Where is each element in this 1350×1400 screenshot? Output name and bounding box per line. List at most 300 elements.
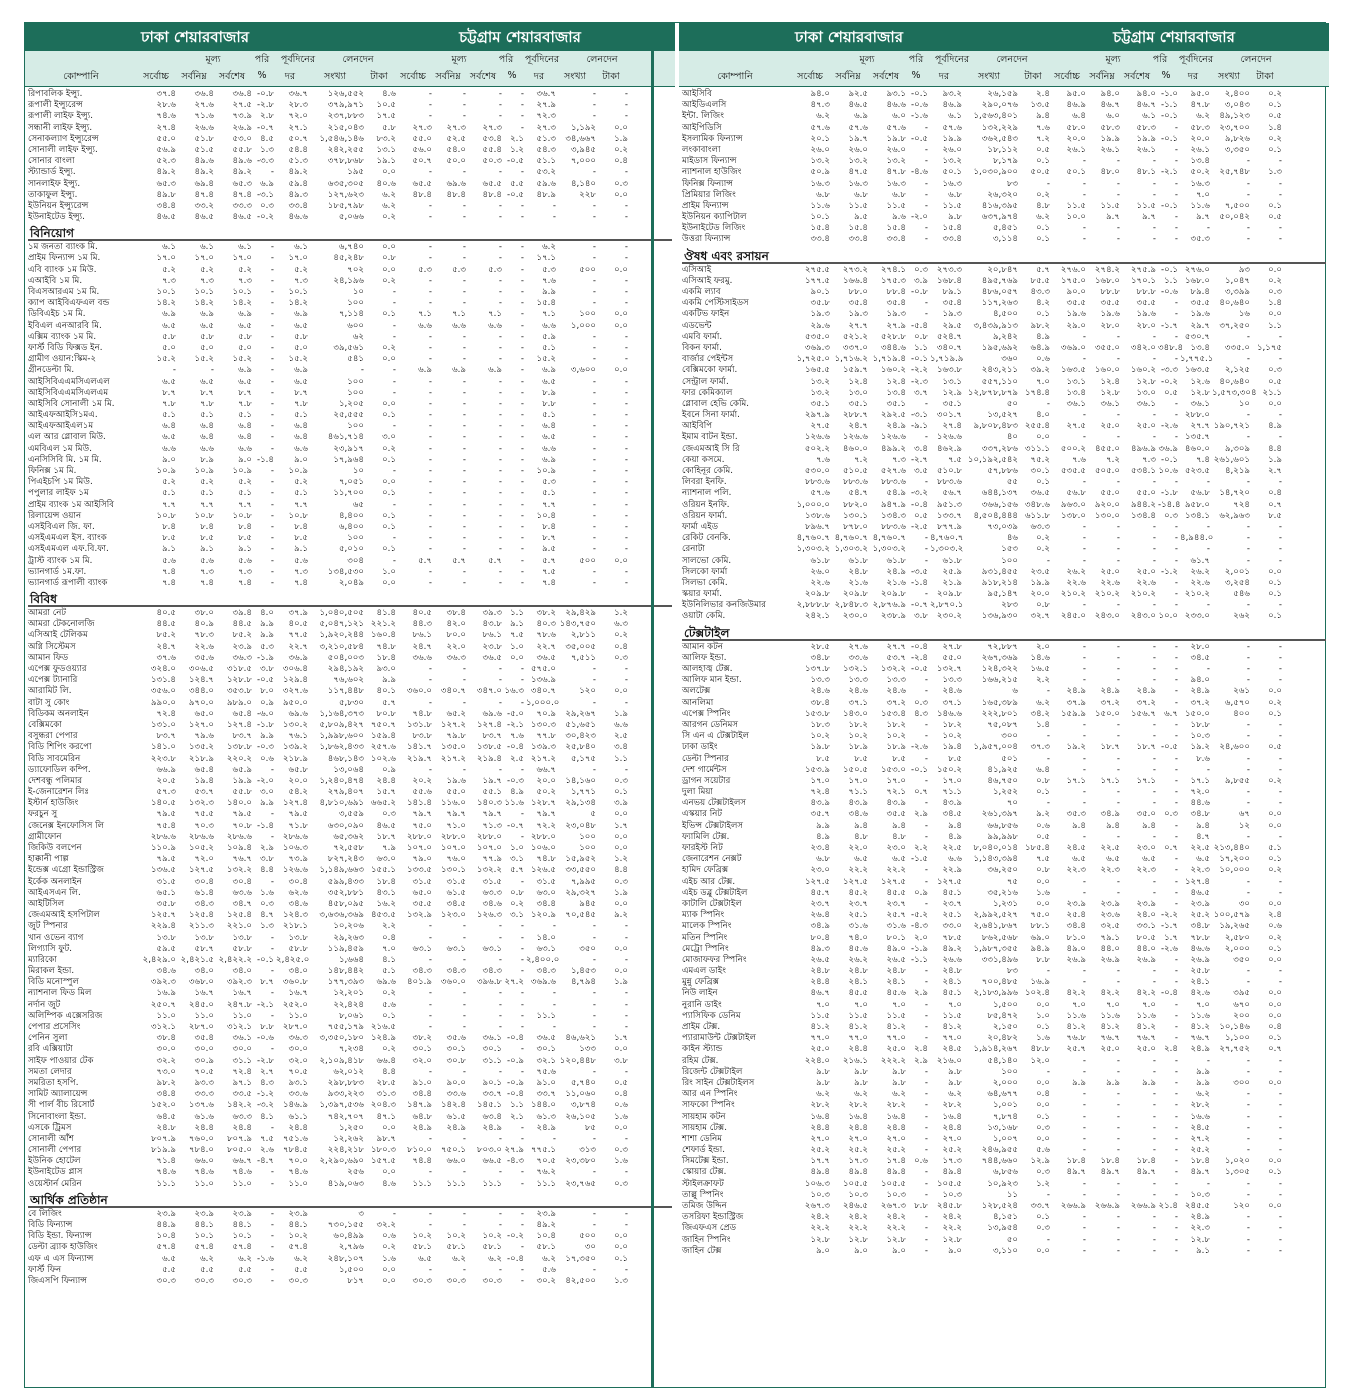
table-cell: ১০.৬ [1158, 466, 1178, 476]
table-cell: - [462, 387, 466, 398]
table-cell: - [1174, 223, 1178, 234]
table-cell: ৪৯৬.৯ [1130, 443, 1156, 454]
table-cell: - [1082, 753, 1086, 764]
table-cell: ৭.০ [1196, 999, 1210, 1010]
col-trade: লেনদেন [342, 54, 374, 65]
table-cell: ১৪.২ [156, 298, 176, 309]
table-cell: ১১৭,৪৪৮ [327, 686, 364, 697]
table-cell: - [428, 111, 432, 122]
table-cell: ১.০ [510, 641, 524, 652]
table-cell: ৩০.৮ [446, 1055, 466, 1066]
table-cell: ৭৯.৮ [446, 731, 466, 742]
table-cell: ২৬,১৫৯ [987, 89, 1018, 99]
table-row [682, 578, 1326, 589]
table-cell: ৩৬.১ [1066, 398, 1086, 409]
table-cell: ৮.৮ [260, 1022, 274, 1032]
table-cell: - [924, 966, 928, 977]
table-cell: ২৯৭.৯ [804, 410, 830, 421]
table-cell: - [592, 100, 596, 111]
table-row [28, 399, 672, 410]
table-cell: ৯৩ [1238, 264, 1250, 275]
company-name: একমি ল্যাব [682, 287, 721, 297]
table-row [682, 854, 1326, 865]
table-row [682, 611, 1326, 622]
table-cell: ২,৪০০ [1224, 89, 1250, 99]
table-cell: ১০,১৯২,৫৪২ [967, 454, 1018, 465]
table-cell: - [1246, 675, 1250, 686]
table-cell: ১৯৫,৬৯২ [981, 342, 1018, 353]
table-cell: ১৬.৩ [810, 178, 830, 189]
company-name: ন্যাশনাল ফিড মিল [28, 988, 92, 999]
table-cell: ৯৩.১ [288, 1077, 308, 1088]
table-cell: ২৭.৪ [942, 421, 962, 432]
table-cell: ৪.৯ [1036, 331, 1050, 342]
table-cell: ৫.৫ [510, 178, 524, 189]
table-row [28, 111, 672, 122]
table-cell: ৩২.০ [288, 1055, 308, 1066]
table-row [28, 1254, 672, 1265]
company-name: লিবরা ইনফি. [682, 477, 727, 488]
table-cell: ৩৮.২ [536, 608, 556, 619]
table-cell: ৯.৫ [542, 544, 556, 555]
table-cell: ৫৬.০ [412, 144, 432, 155]
table-cell: ৬৪.৯ [1030, 342, 1050, 353]
table-cell: ০.১ [1036, 223, 1050, 234]
table-cell: ২,১৮৩,৯৯৬ [973, 988, 1018, 999]
table-cell: -৩.২ [256, 1100, 274, 1111]
table-cell: - [428, 544, 432, 555]
table-cell: ৩.৪ [914, 443, 928, 454]
table-cell: - [270, 809, 274, 820]
table-cell: ৭.৬ [816, 454, 830, 465]
table-cell: ২৬.১ [1066, 144, 1086, 155]
table-cell: ৫৩৫.৫ [1060, 466, 1086, 476]
table-cell: ১২.৮ [1190, 387, 1210, 398]
table-cell: ১৩.১ [942, 376, 962, 387]
table-cell: - [1116, 223, 1120, 234]
table-cell: ১২৪,৩২২ [981, 664, 1018, 674]
table-cell: ৩৩.৬ [288, 1089, 308, 1100]
table-cell: ৮৩.৮ [412, 731, 432, 742]
table-cell: ৫.২ [238, 477, 252, 488]
table-cell: ১৮.৩ [810, 719, 830, 730]
table-cell: ৭২.০ [194, 854, 214, 865]
table-cell: ২৪.৯ [446, 1122, 466, 1133]
table-cell: - [1278, 675, 1282, 686]
table-cell: ৬.৬ [162, 443, 176, 454]
table-cell: ৫৭.৬ [848, 122, 868, 133]
table-cell: -০.১ [1161, 133, 1178, 144]
table-row [682, 500, 1326, 511]
table-cell: - [1082, 555, 1086, 566]
table-cell: ৬.২ [816, 111, 830, 122]
table-cell: - [624, 331, 628, 342]
table-cell: - [520, 499, 524, 510]
table-cell: ২২১.২ [370, 619, 396, 630]
table-cell: ১৪১.৪ [406, 798, 432, 809]
table-cell: - [270, 298, 274, 309]
table-cell: ২৪৮,১০৭ [327, 1253, 364, 1264]
table-cell: ৫.১ [294, 410, 308, 421]
table-cell: - [1116, 1055, 1120, 1066]
company-name: এস্কয়ার নিট [682, 809, 723, 820]
table-cell: - [498, 1167, 502, 1178]
table-cell: - [1174, 787, 1178, 798]
table-cell: - [520, 342, 524, 353]
table-cell: ৬৬.৫ [482, 1156, 502, 1167]
col-trade-ctg: লেনদেন [586, 54, 618, 65]
table-cell: ৩৮.৪ [446, 608, 466, 619]
table-cell: ০.০ [382, 477, 396, 488]
table-cell: ৭৯.৭ [412, 809, 432, 820]
table-row [28, 933, 672, 944]
table-row [682, 145, 1326, 156]
table-cell: ২০৯.৮ [936, 589, 962, 600]
table-cell: - [520, 167, 524, 178]
table-row [28, 754, 672, 765]
table-row [682, 1179, 1326, 1190]
table-cell: - [520, 242, 524, 253]
table-cell: -৪.৩ [911, 921, 928, 932]
table-cell: - [1116, 787, 1120, 798]
table-cell: - [428, 253, 432, 264]
table-row [682, 511, 1326, 522]
table-cell: ৬৬,৮৫৬ [987, 820, 1018, 831]
table-cell: ৯৮.৭ [376, 1133, 396, 1144]
table-cell: ৪,৯৪৪.০ [1180, 533, 1214, 544]
table-cell: - [498, 1022, 502, 1032]
table-cell: - [1082, 410, 1086, 421]
table-cell: ২৫.০ [1136, 421, 1156, 432]
table-cell: ৩৩.৫ [232, 1089, 252, 1100]
table-cell: ৫.৮ [162, 331, 176, 342]
table-cell: ১২.৮ [886, 1234, 906, 1245]
table-cell: ৫৪.০ [446, 144, 466, 155]
table-cell: ৩,১১০ [992, 1245, 1018, 1256]
table-cell: ২৩.৯ [536, 1208, 556, 1219]
table-cell: - [624, 566, 628, 577]
table-cell: ৫০.১ [942, 167, 962, 178]
table-cell: - [1082, 1122, 1086, 1133]
table-cell: ৩১২.১ [226, 1022, 252, 1032]
table-cell: ৬৫.৩ [156, 178, 176, 189]
table-row [28, 1265, 672, 1276]
table-cell: ৩৪.৬ [156, 966, 176, 977]
table-cell: ৫.৬ [542, 1264, 556, 1275]
table-cell: - [1082, 178, 1086, 189]
table-cell: ১৫.৪ [886, 223, 906, 234]
table-cell: ৪৮.১ [1136, 167, 1156, 178]
table-cell: ৭.৭ [162, 499, 176, 510]
table-cell: ৩৫.৩ [1190, 234, 1210, 245]
table-cell: ৪২,৫০০ [565, 1275, 596, 1286]
table-cell: - [428, 1133, 432, 1144]
table-row [28, 522, 672, 533]
table-cell: ৮.৭ [200, 387, 214, 398]
table-cell: - [1174, 876, 1178, 887]
table-cell: - [520, 1122, 524, 1133]
table-cell: - [172, 365, 176, 376]
table-cell: ৬০০ [347, 320, 364, 331]
table-cell: ২৬.১ [1136, 144, 1156, 155]
table-cell: ৬.৮ [854, 189, 868, 200]
table-cell: ০.০ [382, 167, 396, 178]
company-name: আমরা টেকনোলজি [28, 619, 95, 630]
table-cell: - [1046, 731, 1050, 742]
table-cell: ৫.৬ [1036, 1145, 1050, 1156]
table-cell: ১৩৪.১ [1184, 510, 1210, 521]
table-cell: - [1116, 664, 1120, 674]
table-cell: ৭২.০ [288, 111, 308, 122]
table-cell: -০.৬ [256, 1033, 274, 1044]
table-cell: ১,৯৮৭,৩৫৫ [973, 943, 1018, 954]
company-name: আলিফ মান ইন্ডা. [682, 675, 742, 686]
table-cell: ২৭.৫ [232, 100, 252, 111]
table-cell: ৩৩৭.০ [842, 342, 868, 353]
table-cell: - [1246, 410, 1250, 421]
table-cell: ৩৪.০ [194, 966, 214, 977]
table-cell: ১৩.৩ [848, 675, 868, 686]
table-cell: - [520, 354, 524, 365]
table-cell: ৭.৯ [382, 843, 396, 853]
table-cell: - [1278, 887, 1282, 898]
table-cell: ১১,০৬০ [565, 1089, 596, 1100]
table-row [682, 477, 1326, 488]
table-cell: ১২.০ [1030, 1055, 1050, 1066]
table-row [682, 798, 1326, 809]
table-cell: ২৫.০ [886, 1044, 906, 1055]
table-cell: ১২.৮ [810, 1234, 830, 1245]
table-cell: ৫৭৫.০ [530, 664, 556, 674]
table-cell: ৪,১৪০ [570, 178, 596, 189]
table-cell: ১৮.৭ [376, 831, 396, 842]
table-cell: - [1278, 1189, 1282, 1200]
table-cell: ১৬.৬ [1190, 1111, 1210, 1122]
table-cell: ৫১.৫ [194, 144, 214, 155]
table-cell: - [624, 432, 628, 443]
table-cell: - [592, 111, 596, 122]
table-cell: - [392, 1208, 396, 1219]
table-cell: ৮.৮ [1036, 954, 1050, 965]
table-cell: ৩৬.৫ [536, 652, 556, 663]
table-row [682, 642, 1326, 653]
table-cell: ২৭.৮ [942, 641, 962, 652]
table-cell: - [498, 354, 502, 365]
table-cell: ৩৬০.৮ [282, 977, 308, 988]
table-cell: ৫৫ [1006, 477, 1018, 488]
table-cell: ৬৯.৬ [446, 178, 466, 189]
table-cell: - [520, 521, 524, 532]
table-cell: ১৩.৫ [1030, 100, 1050, 111]
table-cell: ১৬.৯ [156, 988, 176, 999]
table-cell: - [592, 988, 596, 999]
table-cell: ১২.৬ [1190, 376, 1210, 387]
table-cell: ৯৫,১৪৭ [987, 589, 1018, 600]
table-cell: ৬৯.০ [1030, 932, 1050, 943]
table-cell: ৭৪২,৭০৭ [327, 1111, 364, 1122]
table-cell: ৪২.২ [1136, 988, 1156, 999]
table-cell: ৪.৩ [914, 708, 928, 719]
table-cell: - [270, 275, 274, 286]
table-cell: ১৪৬.৬ [936, 708, 962, 719]
table-cell: ১,৩০৩.২ [930, 544, 964, 555]
table-cell: - [270, 309, 274, 320]
table-cell: ৫.৬ [238, 555, 252, 566]
table-cell: -০.৪ [911, 499, 928, 510]
table-cell: ১৬.৭ [194, 988, 214, 999]
table-cell: - [1082, 641, 1086, 652]
table-cell: - [924, 1010, 928, 1021]
table-cell: ৬.৯ [854, 111, 868, 122]
table-cell: -০.৪ [507, 1253, 524, 1264]
table-cell: ৩৬৮.০ [188, 977, 214, 988]
table-cell: ৩১.১ [482, 1055, 502, 1066]
table-cell: ১৫৩ [1001, 544, 1018, 555]
table-cell: - [624, 1022, 628, 1032]
table-cell: - [624, 354, 628, 365]
table-cell: ৯৪৪.২ [1130, 499, 1156, 510]
table-cell: - [1246, 1055, 1250, 1066]
table-cell: ১৭৭,৩৯৩ [327, 977, 364, 988]
table-cell: ২১০.২ [1060, 589, 1086, 600]
table-cell: ৩৬২,৫৪৩ [981, 133, 1018, 144]
table-row [682, 343, 1326, 354]
table-cell: ২,০৪৯ [338, 577, 364, 588]
table-cell: ১.৭ [614, 1033, 628, 1044]
table-cell: ১০০ [579, 309, 596, 320]
company-name: সমরিতা হসপি. [28, 1077, 79, 1088]
company-name: আনলিমা [682, 697, 714, 708]
table-cell: ৪৯.২ [288, 167, 308, 178]
table-cell: ৭২,৫৫৮ [333, 843, 364, 853]
table-cell: - [1174, 1212, 1178, 1223]
table-cell: - [1116, 641, 1120, 652]
table-cell: ০.২ [382, 1242, 396, 1253]
table-cell: - [924, 1111, 928, 1122]
table-cell: -১.৪ [257, 454, 274, 465]
table-cell: ৫৮.৮ [232, 943, 252, 954]
table-cell: - [428, 521, 432, 532]
table-cell: -০.৫ [1161, 742, 1178, 753]
table-cell: ৬.৮ [816, 854, 830, 865]
table-cell: ১৭.৩ [848, 1156, 868, 1167]
table-cell: -২.৪ [911, 652, 928, 663]
table-cell: ২৪.৬ [848, 686, 868, 697]
table-cell: ২২.৩ [1066, 865, 1086, 876]
company-name: জেএমআই হসপিটাল [28, 910, 100, 921]
table-cell: - [1174, 1245, 1178, 1256]
table-cell: - [552, 999, 556, 1010]
table-cell: ১,১৪৩,৩৯৪ [973, 854, 1018, 865]
table-cell: ১৮.৪ [1190, 1156, 1210, 1167]
table-cell: ৭১.১ [848, 787, 868, 798]
table-cell: ৫৫৭,১১০ [981, 376, 1018, 387]
table-cell: ৩৩৫.০ [1224, 342, 1250, 353]
table-cell: ৯.৮ [816, 1077, 830, 1088]
company-name: সাইফ পাওয়ার টেক [28, 1055, 94, 1066]
table-cell: -৫.০ [507, 708, 524, 719]
table-cell: ৪৬.৫ [232, 212, 252, 223]
table-cell: ৮.৫ [1268, 510, 1282, 521]
table-cell: - [1046, 798, 1050, 809]
company-name: প্রাইম ফিন্যান্স ১ম মি. [28, 253, 101, 264]
table-cell: ৯.৫ [854, 212, 868, 223]
table-cell: ৫.২ [200, 477, 214, 488]
table-cell: ৮০.৪ [810, 932, 830, 943]
table-cell: ১,৩০৩.২ [834, 544, 868, 555]
table-row [682, 1223, 1326, 1234]
table-cell: ৪৯.২ [536, 1220, 556, 1230]
table-cell: ০.০ [1036, 876, 1050, 887]
table-cell: ৫,১৭৫ [570, 753, 596, 764]
table-cell: - [1278, 1111, 1282, 1122]
table-row [28, 1145, 672, 1156]
table-cell: ৯৩.১ [886, 89, 906, 99]
table-cell: ৫,০১০ [338, 544, 364, 555]
table-cell: ২৩০.০ [842, 611, 868, 622]
table-cell: ৪২.২ [1066, 988, 1086, 999]
table-cell: ২৮৭.০ [188, 1022, 214, 1032]
table-cell: - [1174, 1077, 1178, 1088]
table-cell: ২৬,৩২০ [987, 189, 1018, 200]
table-cell: ৬৯.৬ [482, 708, 502, 719]
table-cell: ৩১৮.৫ [226, 664, 252, 674]
table-cell: ৩৪.৪ [536, 898, 556, 909]
table-cell: ২.৪ [1268, 910, 1282, 921]
table-cell: ৩৪.২ [1030, 708, 1050, 719]
table-cell: ১২৯.৪ [282, 675, 308, 686]
table-cell: ০.০ [614, 686, 628, 697]
table-cell: ১৫.৪ [536, 298, 556, 309]
table-cell: - [1152, 477, 1156, 488]
table-cell: - [624, 921, 628, 932]
table-cell: ১৭.০ [886, 775, 906, 786]
table-cell: ২৩.৯ [232, 1208, 252, 1219]
table-cell: ০.৩ [1268, 365, 1282, 376]
table-cell: ৩১.৫ [482, 876, 502, 887]
col-pct: % [257, 70, 267, 81]
table-cell: ১.৩ [260, 144, 274, 155]
table-cell: ২৭.৩ [412, 122, 432, 133]
table-cell: ৩০.৩ [446, 1275, 466, 1286]
table-cell: ০.০ [1036, 1100, 1050, 1111]
table-row [28, 955, 672, 966]
table-cell: ০.৩ [614, 876, 628, 887]
table-cell: -৫.২ [911, 910, 928, 921]
table-cell: ১১.১ [482, 1178, 502, 1189]
company-name: ইউনাইটেড লিজিং [682, 223, 746, 234]
table-cell: ২৬.২ [848, 954, 868, 965]
table-cell: - [1082, 966, 1086, 977]
table-cell: ১১.১ [412, 1178, 432, 1189]
table-cell: ৯.৯ [1196, 1066, 1210, 1077]
table-cell: ৩৬.৬ [412, 652, 432, 663]
table-cell: ২৪.৯ [1136, 686, 1156, 697]
table-cell: -০.২ [506, 1231, 524, 1242]
table-cell: - [270, 1220, 274, 1230]
company-name: বিডি ইন্ডা. ফিন্যান্স [28, 1231, 92, 1242]
table-cell: ১১.৬ [810, 200, 830, 211]
table-cell: ৪৭.৪ [232, 189, 252, 200]
col-company: কোম্পানি [717, 71, 753, 82]
table-cell: - [592, 287, 596, 297]
table-cell: ৩৭.৯ [288, 608, 308, 619]
table-cell: - [624, 1264, 628, 1275]
table-cell: ১,৭৭৫.১ [1180, 354, 1214, 365]
table-cell: ১.১ [510, 1100, 524, 1111]
table-cell: ০.২ [382, 275, 396, 286]
table-cell: ২৪৬.৫ [842, 1201, 868, 1211]
